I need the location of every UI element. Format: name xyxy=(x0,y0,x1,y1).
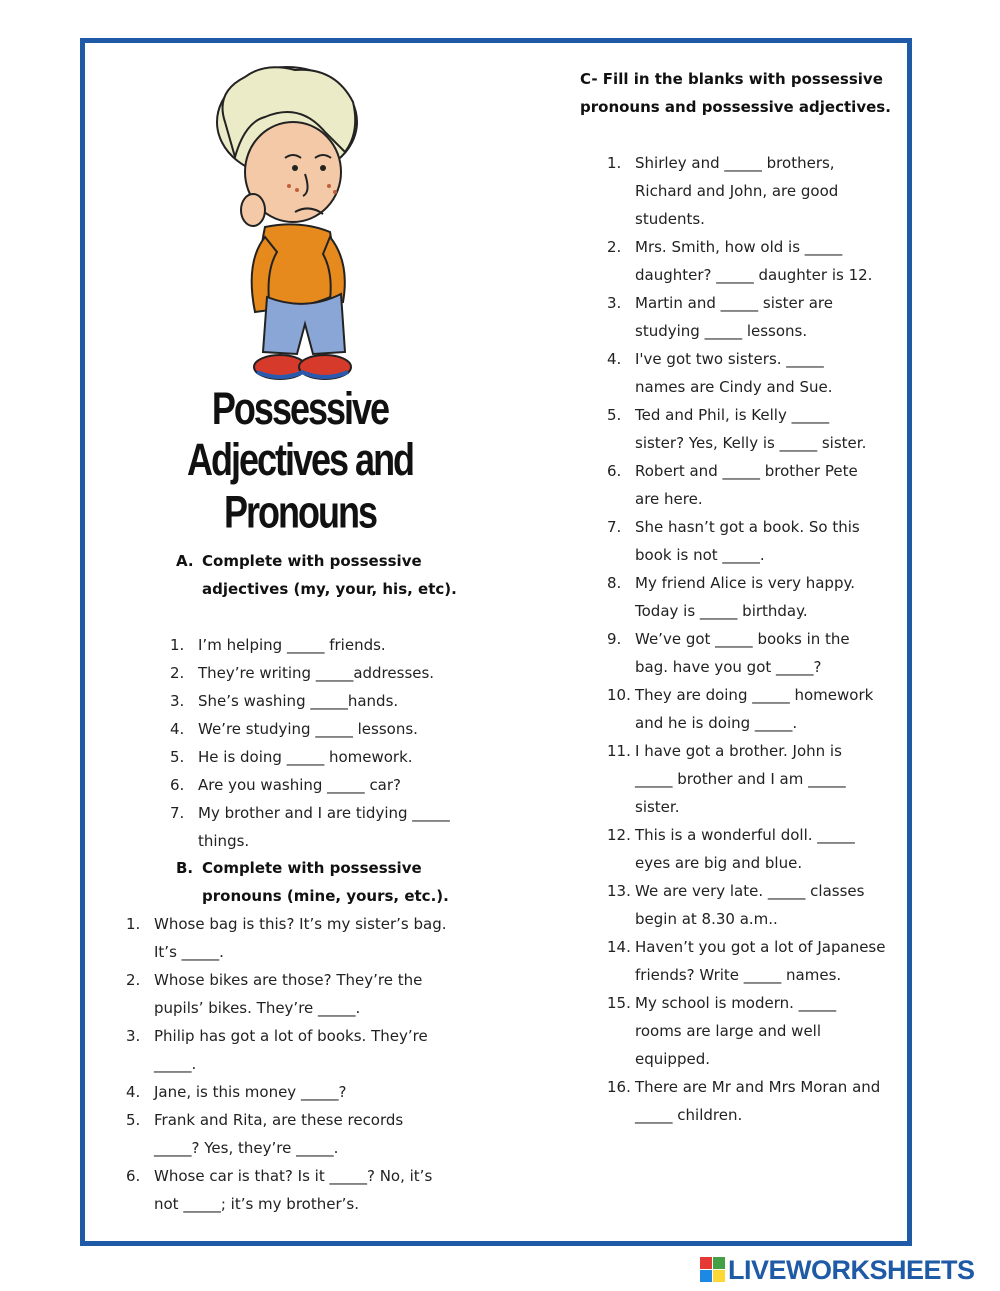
section_b-item-text-line: Whose bikes are those? They’re the xyxy=(154,971,423,989)
section-c-heading xyxy=(580,65,910,121)
section_a-item-3 xyxy=(170,687,480,715)
section_c-item-text-line: names are Cindy and Sue. xyxy=(635,378,833,396)
section_a-item-number: 4. xyxy=(170,720,185,738)
section_c-item-text-line: This is a wonderful doll. _____ xyxy=(635,826,855,844)
section_b-item-number: 6. xyxy=(126,1167,141,1185)
section-b-letter: B. xyxy=(176,859,194,877)
section_c-item-2 xyxy=(607,233,907,289)
section_c-item-text-line: Richard and John, are good xyxy=(635,182,839,200)
section_a-item-1 xyxy=(170,631,480,659)
section_c-item-16 xyxy=(607,1073,907,1129)
section_c-item-text-line: We’ve got _____ books in the xyxy=(635,630,850,648)
section_c-item-number: 6. xyxy=(607,462,622,480)
section_b-item-text-line: It’s _____. xyxy=(154,943,224,961)
section-b-heading xyxy=(176,854,476,910)
section_a-item-text-line: My brother and I are tidying _____ xyxy=(198,804,450,822)
section_b-item-number: 1. xyxy=(126,915,141,933)
section_c-item-number: 4. xyxy=(607,350,622,368)
section_a-item-text-line: Are you washing _____ car? xyxy=(198,776,402,794)
liveworksheets-blocks-icon xyxy=(700,1257,726,1283)
section_c-item-number: 10. xyxy=(607,686,631,704)
section_c-item-text-line: My friend Alice is very happy. xyxy=(635,574,855,592)
liveworksheets-logo[interactable] xyxy=(700,1255,1000,1285)
section_a-item-number: 6. xyxy=(170,776,185,794)
section_c-item-text-line: I have got a brother. John is xyxy=(635,742,842,760)
title-line-2: Adjectives and Pronouns xyxy=(186,433,414,538)
section_c-item-3 xyxy=(607,289,907,345)
section_a-item-number: 1. xyxy=(170,636,185,654)
section_b-item-text-line: _____. xyxy=(154,1055,197,1073)
section_c-item-text-line: daughter? _____ daughter is 12. xyxy=(635,266,873,284)
section-c-list xyxy=(607,149,907,1129)
section_c-item-10 xyxy=(607,681,907,737)
section_a-item-7 xyxy=(170,799,480,855)
section_a-item-number: 5. xyxy=(170,748,185,766)
section_b-item-text-line: _____? Yes, they’re _____. xyxy=(154,1139,339,1157)
section_c-item-text-line: and he is doing _____. xyxy=(635,714,798,732)
section-b-list xyxy=(126,910,471,1218)
section_a-item-text-line: things. xyxy=(198,832,250,850)
section_c-item-text-line: friends? Write _____ names. xyxy=(635,966,842,984)
section_b-item-text-line: Philip has got a lot of books. They’re xyxy=(154,1027,428,1045)
liveworksheets-wordmark: LIVEWORKSHEETS xyxy=(728,1255,975,1285)
section_a-item-2 xyxy=(170,659,480,687)
section_c-item-text-line: Haven’t you got a lot of Japanese xyxy=(635,938,886,956)
cartoon-boy-illustration xyxy=(205,62,365,392)
section_c-item-number: 9. xyxy=(607,630,622,648)
section_c-item-text-line: Shirley and _____ brothers, xyxy=(635,154,835,172)
section_b-item-3 xyxy=(126,1022,471,1078)
section_c-item-text-line: eyes are big and blue. xyxy=(635,854,803,872)
section_c-item-number: 11. xyxy=(607,742,631,760)
section_c-item-text-line: students. xyxy=(635,210,705,228)
section_c-item-number: 16. xyxy=(607,1078,631,1096)
section_b-item-number: 2. xyxy=(126,971,141,989)
section_c-item-4 xyxy=(607,345,907,401)
section-a-heading xyxy=(176,547,476,603)
section_c-item-text-line: There are Mr and Mrs Moran and xyxy=(635,1078,881,1096)
title-line-1: Possessive xyxy=(211,382,389,434)
section_c-item-text-line: Ted and Phil, is Kelly _____ xyxy=(635,406,830,424)
section_c-item-number: 3. xyxy=(607,294,622,312)
section_c-item-text-line: They are doing _____ homework xyxy=(635,686,874,704)
section_c-item-text-line: studying _____ lessons. xyxy=(635,322,808,340)
section_b-item-text-line: Whose car is that? Is it _____? No, it’s xyxy=(154,1167,433,1185)
section_a-item-text-line: He is doing _____ homework. xyxy=(198,748,413,766)
section_c-item-13 xyxy=(607,877,907,933)
section_a-item-number: 3. xyxy=(170,692,185,710)
section_a-item-number: 7. xyxy=(170,804,185,822)
section_c-item-number: 8. xyxy=(607,574,622,592)
section_a-item-text-line: I’m helping _____ friends. xyxy=(198,636,386,654)
section_b-item-4 xyxy=(126,1078,471,1106)
section_c-item-number: 12. xyxy=(607,826,631,844)
section-a-heading-line-2: adjectives (my, your, his, etc). xyxy=(202,580,457,598)
section_c-item-text-line: Mrs. Smith, how old is _____ xyxy=(635,238,843,256)
section_c-item-14 xyxy=(607,933,907,989)
section_a-item-6 xyxy=(170,771,480,799)
section_c-item-text-line: bag. have you got _____? xyxy=(635,658,822,676)
section_b-item-text-line: Whose bag is this? It’s my sister’s bag. xyxy=(154,915,447,933)
section_c-item-number: 7. xyxy=(607,518,622,536)
section_c-item-text-line: My school is modern. _____ xyxy=(635,994,837,1012)
section_c-item-text-line: sister. xyxy=(635,798,680,816)
section-a-letter: A. xyxy=(176,552,194,570)
section-a-list xyxy=(170,631,480,855)
section_c-item-15 xyxy=(607,989,907,1073)
section_b-item-text-line: Jane, is this money _____? xyxy=(154,1083,347,1101)
section_b-item-number: 4. xyxy=(126,1083,141,1101)
section-c-heading-line-2: pronouns and possessive adjectives. xyxy=(580,98,891,116)
section_c-item-text-line: We are very late. _____ classes xyxy=(635,882,865,900)
section_c-item-number: 5. xyxy=(607,406,622,424)
section_c-item-text-line: Robert and _____ brother Pete xyxy=(635,462,858,480)
section_c-item-1 xyxy=(607,149,907,233)
section_c-item-text-line: begin at 8.30 a.m.. xyxy=(635,910,778,928)
section_a-item-text-line: She’s washing _____hands. xyxy=(198,692,399,710)
section_c-item-number: 2. xyxy=(607,238,622,256)
section_c-item-text-line: are here. xyxy=(635,490,703,508)
section_c-item-text-line: Today is _____ birthday. xyxy=(635,602,808,620)
section_c-item-number: 1. xyxy=(607,154,622,172)
section_b-item-1 xyxy=(126,910,471,966)
section_c-item-text-line: _____ children. xyxy=(635,1106,743,1124)
section_c-item-5 xyxy=(607,401,907,457)
section_c-item-text-line: I've got two sisters. _____ xyxy=(635,350,824,368)
section_b-item-text-line: not _____; it’s my brother’s. xyxy=(154,1195,359,1213)
section_c-item-12 xyxy=(607,821,907,877)
section_b-item-5 xyxy=(126,1106,471,1162)
section_c-item-6 xyxy=(607,457,907,513)
section-b-heading-line-2: pronouns (mine, yours, etc.). xyxy=(202,887,449,905)
section_b-item-number: 3. xyxy=(126,1027,141,1045)
section_a-item-number: 2. xyxy=(170,664,185,682)
section_c-item-8 xyxy=(607,569,907,625)
section_c-item-text-line: Martin and _____ sister are xyxy=(635,294,833,312)
section_a-item-4 xyxy=(170,715,480,743)
section_b-item-6 xyxy=(126,1162,471,1218)
section_c-item-11 xyxy=(607,737,907,821)
section-c-heading-line-1: C- Fill in the blanks with possessive xyxy=(580,70,883,88)
section_b-item-text-line: pupils’ bikes. They’re _____. xyxy=(154,999,361,1017)
section-b-heading-line-1: Complete with possessive xyxy=(202,859,422,877)
section_c-item-text-line: sister? Yes, Kelly is _____ sister. xyxy=(635,434,867,452)
section_b-item-text-line: Frank and Rita, are these records xyxy=(154,1111,404,1129)
section_c-item-number: 14. xyxy=(607,938,631,956)
section_b-item-number: 5. xyxy=(126,1111,141,1129)
section_a-item-text-line: They’re writing _____addresses. xyxy=(198,664,435,682)
section_b-item-2 xyxy=(126,966,471,1022)
section_c-item-text-line: equipped. xyxy=(635,1050,710,1068)
section_c-item-text-line: rooms are large and well xyxy=(635,1022,822,1040)
section_c-item-number: 13. xyxy=(607,882,631,900)
section_c-item-text-line: She hasn’t got a book. So this xyxy=(635,518,860,536)
worksheet-title xyxy=(120,382,480,538)
section_c-item-text-line: _____ brother and I am _____ xyxy=(635,770,846,788)
section_c-item-number: 15. xyxy=(607,994,631,1012)
section_a-item-text-line: We’re studying _____ lessons. xyxy=(198,720,418,738)
section_c-item-9 xyxy=(607,625,907,681)
section_c-item-text-line: book is not _____. xyxy=(635,546,765,564)
section-a-heading-line-1: Complete with possessive xyxy=(202,552,422,570)
section_c-item-7 xyxy=(607,513,907,569)
section_a-item-5 xyxy=(170,743,480,771)
